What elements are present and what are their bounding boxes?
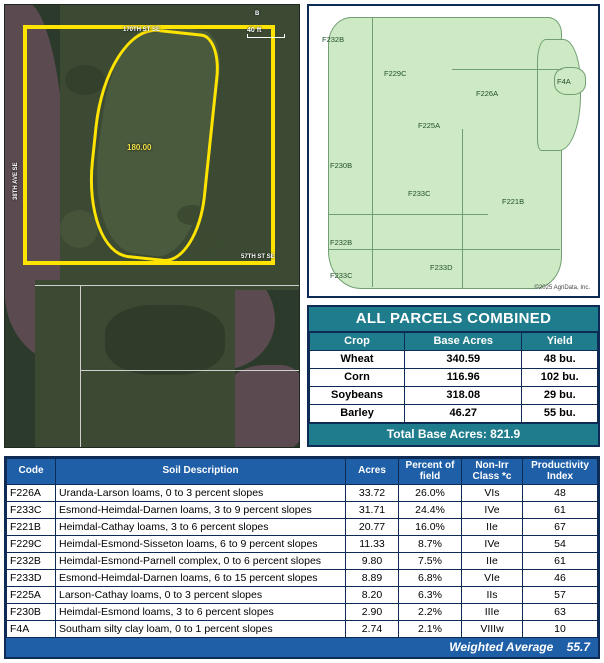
soil-percent: 26.0% [399, 485, 462, 502]
table-row [7, 485, 598, 502]
soil-description: Uranda-Larson loams, 0 to 3 percent slopes [56, 485, 346, 502]
soils-table-panel [4, 456, 600, 659]
soil-map-canvas [312, 9, 595, 293]
soil-description: Heimdal-Cathay loams, 3 to 6 percent slopes [56, 519, 346, 536]
parcels-header-crop: Crop [310, 333, 405, 351]
table-row [7, 519, 598, 536]
aerial-parcel-line [35, 285, 300, 286]
aerial-map[interactable] [4, 4, 300, 448]
tract-acreage-label: 180.00 [127, 143, 152, 152]
soil-description: Heimdal-Esmond-Parnell complex, 0 to 6 percent slopes [56, 553, 346, 570]
soil-index: 46 [523, 570, 598, 587]
soil-class: VIe [462, 570, 523, 587]
parcel-crop: Wheat [310, 351, 405, 369]
parcel-yield: 48 bu. [522, 351, 598, 369]
map-copyright: ©2025 AgriData, Inc. [534, 285, 590, 291]
soil-acres: 8.89 [346, 570, 399, 587]
table-row [7, 536, 598, 553]
soils-header-percent: Percent of field [399, 459, 462, 485]
soil-boundary-line [328, 249, 560, 250]
road-label-170th-st: 170TH ST SE [123, 27, 161, 33]
parcel-base-acres: 46.27 [405, 405, 522, 423]
parcels-table [309, 332, 598, 423]
parcels-header-row [310, 333, 598, 351]
soil-boundary-line [462, 129, 463, 289]
all-parcels-combined-panel [307, 305, 600, 447]
soil-class: IVe [462, 502, 523, 519]
soil-code: F4A [7, 621, 56, 638]
soil-acres: 33.72 [346, 485, 399, 502]
soil-label-f221b: F221B [502, 197, 525, 206]
parcel-base-acres: 116.96 [405, 369, 522, 387]
soil-percent: 6.8% [399, 570, 462, 587]
soil-class: IIs [462, 587, 523, 604]
scale-bar-line [247, 34, 285, 38]
weighted-average-label: Weighted Average [449, 640, 554, 654]
soil-label-f229c: F229C [384, 69, 407, 78]
road-label-38th-ave: 38TH AVE SE [13, 162, 19, 200]
soil-code: F232B [7, 553, 56, 570]
table-row [7, 502, 598, 519]
soil-class: IVe [462, 536, 523, 553]
soil-index: 48 [523, 485, 598, 502]
parcel-yield: 55 bu. [522, 405, 598, 423]
parcels-total-base-acres: Total Base Acres: 821.9 [309, 423, 598, 445]
soil-code: F229C [7, 536, 56, 553]
parcel-yield: 29 bu. [522, 387, 598, 405]
soil-index: 10 [523, 621, 598, 638]
soils-header-code: Code [7, 459, 56, 485]
table-row [310, 369, 598, 387]
soil-acres: 9.80 [346, 553, 399, 570]
soil-index: 61 [523, 553, 598, 570]
table-row [310, 351, 598, 369]
aerial-parcel-line [80, 370, 300, 371]
soil-acres: 2.90 [346, 604, 399, 621]
soil-percent: 2.2% [399, 604, 462, 621]
soil-description: Heimdal-Esmond-Sisseton loams, 6 to 9 percent slopes [56, 536, 346, 553]
road-label-b: B [255, 11, 260, 17]
soil-index: 54 [523, 536, 598, 553]
table-row [310, 405, 598, 423]
soil-label-f233c: F233C [408, 189, 431, 198]
soil-label-f232b-top: F232B [322, 35, 345, 44]
soils-header-acres: Acres [346, 459, 399, 485]
soil-percent: 16.0% [399, 519, 462, 536]
soil-code: F225A [7, 587, 56, 604]
soil-label-f232b-bottom: F232B [330, 238, 353, 247]
soil-description: Southam silty clay loam, 0 to 1 percent slopes [56, 621, 346, 638]
aerial-parcel-line [80, 285, 81, 448]
soil-code: F230B [7, 604, 56, 621]
soil-description: Larson-Cathay loams, 0 to 3 percent slopes [56, 587, 346, 604]
soil-class: IIe [462, 553, 523, 570]
parcel-crop: Barley [310, 405, 405, 423]
soil-index: 57 [523, 587, 598, 604]
soil-description: Heimdal-Esmond loams, 3 to 6 percent slopes [56, 604, 346, 621]
soil-index: 67 [523, 519, 598, 536]
soil-acres: 31.71 [346, 502, 399, 519]
table-row [7, 621, 598, 638]
soil-boundary-line [328, 214, 488, 215]
aerial-field-area [105, 305, 225, 375]
parcels-title: ALL PARCELS COMBINED [309, 307, 598, 332]
soil-index: 61 [523, 502, 598, 519]
soil-label-f233d: F233D [430, 263, 453, 272]
soil-percent: 6.3% [399, 587, 462, 604]
soil-label-f4a: F4A [557, 77, 571, 86]
road-label-57th-st: 57TH ST SE [241, 254, 275, 260]
parcels-header-yield: Yield [522, 333, 598, 351]
weighted-average-row [6, 638, 598, 657]
soil-acres: 2.74 [346, 621, 399, 638]
soil-boundary-line [372, 17, 373, 287]
table-row [310, 387, 598, 405]
soils-header-index: Productivity Index [523, 459, 598, 485]
soil-acres: 8.20 [346, 587, 399, 604]
soil-class: IIe [462, 519, 523, 536]
soil-description: Esmond-Heimdal-Darnen loams, 3 to 9 percent slopes [56, 502, 346, 519]
table-row [7, 587, 598, 604]
weighted-average-value: 55.7 [566, 640, 590, 654]
soils-header-row [7, 459, 598, 485]
soil-index: 63 [523, 604, 598, 621]
soil-polygon-east-lobe [537, 39, 581, 151]
soil-class: IIIe [462, 604, 523, 621]
soils-table [6, 458, 598, 638]
table-row [7, 553, 598, 570]
soils-header-description: Soil Description [56, 459, 346, 485]
table-row [7, 570, 598, 587]
soil-label-f230b: F230B [330, 161, 353, 170]
parcel-base-acres: 318.08 [405, 387, 522, 405]
soil-code: F233C [7, 502, 56, 519]
soil-code: F226A [7, 485, 56, 502]
soil-acres: 11.33 [346, 536, 399, 553]
soil-boundary-line [452, 69, 562, 70]
soil-percent: 7.5% [399, 553, 462, 570]
soil-label-f226a: F226A [476, 89, 499, 98]
table-row [7, 604, 598, 621]
soil-percent: 2.1% [399, 621, 462, 638]
scale-bar-label: 40 ft [247, 27, 262, 34]
soils-header-class: Non-Irr Class *c [462, 459, 523, 485]
parcel-yield: 102 bu. [522, 369, 598, 387]
soil-percent: 8.7% [399, 536, 462, 553]
soil-label-f233c-bottom: F233C [330, 271, 353, 280]
soil-percent: 24.4% [399, 502, 462, 519]
soil-label-f225a: F225A [418, 121, 441, 130]
soil-polygon-map[interactable] [307, 4, 600, 298]
parcel-base-acres: 340.59 [405, 351, 522, 369]
soil-description: Esmond-Heimdal-Darnen loams, 6 to 15 percent slopes [56, 570, 346, 587]
soil-class: VIIIw [462, 621, 523, 638]
soil-acres: 20.77 [346, 519, 399, 536]
soil-class: VIs [462, 485, 523, 502]
parcel-crop: Soybeans [310, 387, 405, 405]
scale-bar [247, 27, 285, 39]
parcel-crop: Corn [310, 369, 405, 387]
soil-code: F233D [7, 570, 56, 587]
parcels-header-base-acres: Base Acres [405, 333, 522, 351]
soil-code: F221B [7, 519, 56, 536]
